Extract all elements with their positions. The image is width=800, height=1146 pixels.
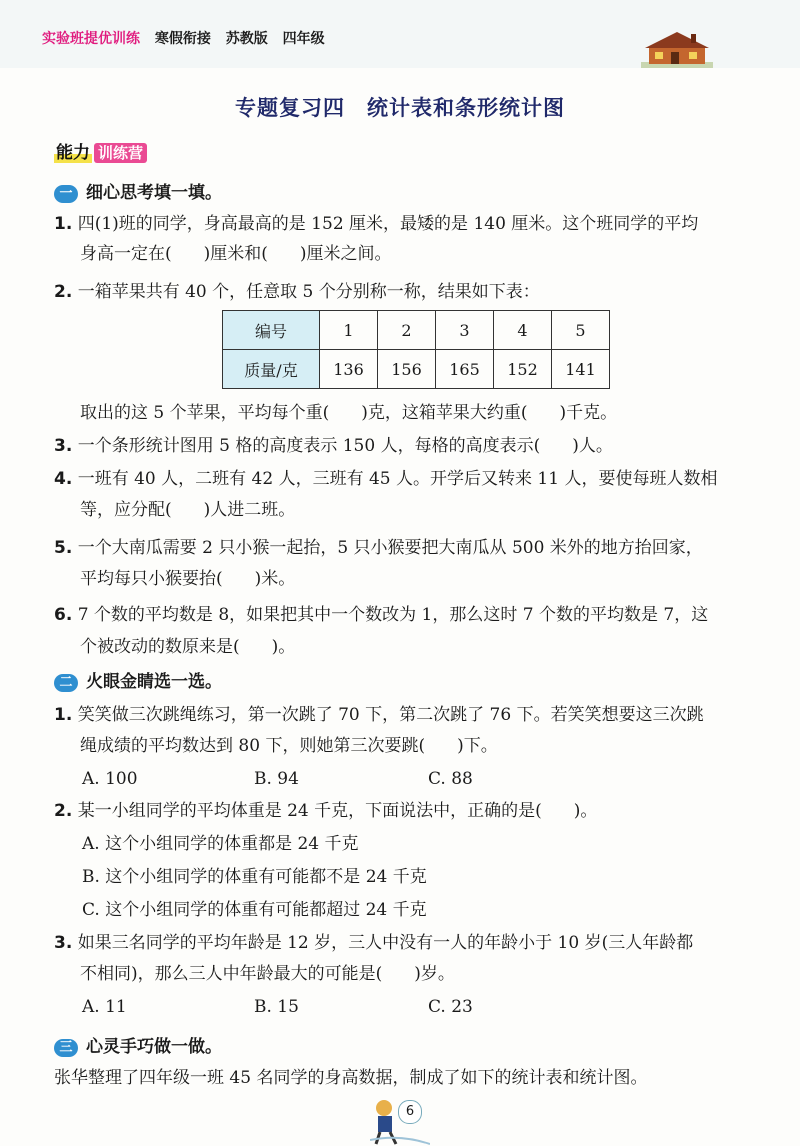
question-text: 一个大南瓜需要 2 只小猴一起抬，5 只小猴要把大南瓜从 500 米外的地方抬回家，: [77, 538, 703, 558]
brand-label: 实验班提优训练: [42, 31, 140, 47]
table-cell: 4: [494, 311, 552, 350]
banner-ability: 能力: [56, 143, 90, 163]
question-text: )千克。: [559, 403, 618, 423]
question-text: )下。: [457, 736, 498, 756]
page-number: 6: [398, 1100, 422, 1124]
fill-q2-line1: [54, 281, 540, 303]
table-cell: 3: [436, 311, 494, 350]
question-text: 笑笑做三次跳绳练习，第一次跳了 70 下，第二次跳了 76 下。若笑笑想要这三次跳: [77, 705, 704, 725]
question-number: 3.: [54, 933, 73, 953]
choice-option[interactable]: C. 23: [428, 997, 473, 1017]
choice-option[interactable]: A. 这个小组同学的体重都是 24 千克: [82, 834, 359, 854]
header-item-1: 寒假衔接: [154, 31, 211, 47]
fill-q6-line1: [54, 604, 708, 626]
question-text: 等，应分配(: [80, 500, 172, 520]
section-label: 细心思考填一填。: [86, 183, 222, 203]
section-label: 火眼金睛选一选。: [86, 672, 222, 692]
book-header: [42, 28, 325, 48]
choice-q3-line1: [54, 932, 693, 954]
banner-camp: 训练营: [94, 143, 147, 163]
choice-option[interactable]: A. 100: [82, 769, 138, 789]
section-heading-2: [54, 667, 222, 692]
question-number: 2.: [54, 801, 73, 821]
fill-q4-line1: [54, 468, 717, 490]
question-text: )岁。: [414, 964, 455, 984]
question-text: 绳成绩的平均数达到 80 下，则她第三次要跳(: [80, 736, 426, 756]
choice-option[interactable]: B. 15: [254, 997, 299, 1017]
choice-option[interactable]: C. 这个小组同学的体重有可能都超过 24 千克: [82, 900, 427, 920]
section-label: 心灵手巧做一做。: [86, 1037, 222, 1057]
question-text: )米。: [254, 569, 296, 589]
question-text: )人。: [572, 436, 613, 456]
question-text: 身高一定在(: [80, 244, 172, 264]
question-text: )。: [271, 637, 296, 657]
question-number: 1.: [54, 214, 73, 234]
table-cell: 1: [320, 311, 378, 350]
section-banner: [54, 138, 147, 163]
choice-q1-line1: [54, 704, 704, 726]
choice-option[interactable]: A. 11: [82, 997, 127, 1017]
header-item-3: 四年级: [282, 31, 325, 47]
fill-q5-line1: [54, 537, 703, 559]
task-intro: 张华整理了四年级一班 45 名同学的身高数据，制成了如下的统计表和统计图。: [54, 1068, 648, 1088]
question-text: 四(1)班的同学，身高最高的是 152 厘米，最矮的是 140 厘米。这个班同学的平均: [77, 214, 699, 234]
table-cell: 165: [436, 350, 494, 389]
section-badge: 三: [54, 1039, 78, 1057]
choice-q2: [54, 800, 597, 822]
table-cell: 136: [320, 350, 378, 389]
table-cell: 2: [378, 311, 436, 350]
question-text: 一个条形统计图用 5 格的高度表示 150 人，每格的高度表示(: [77, 436, 541, 456]
question-text: )克，这箱苹果大约重(: [361, 403, 528, 423]
question-text: )人进二班。: [203, 500, 296, 520]
question-number: 3.: [54, 436, 73, 456]
table-cell: 152: [494, 350, 552, 389]
choice-option[interactable]: B. 这个小组同学的体重有可能都不是 24 千克: [82, 867, 427, 887]
question-text: 7 个数的平均数是 8，如果把其中一个数改为 1，那么这时 7 个数的平均数是 7，这: [77, 605, 709, 625]
question-text: 某一小组同学的平均体重是 24 千克，下面说法中，正确的是(: [77, 801, 542, 821]
question-text: 一班有 40 人，二班有 42 人，三班有 45 人。开学后又转来 11 人，要使每班人数相: [77, 469, 718, 489]
table-cell: 质量/克: [223, 350, 320, 389]
question-number: 4.: [54, 469, 73, 489]
fill-q1-line1: [54, 213, 698, 235]
page-title: 专题复习四 统计表和条形统计图: [235, 96, 565, 120]
question-text: 个被改动的数原来是(: [80, 637, 240, 657]
question-text: )。: [573, 801, 598, 821]
apple-weight-table: [222, 310, 610, 389]
header-item-2: 苏教版: [225, 31, 268, 47]
fill-q1-line2: [80, 243, 392, 265]
table-cell: 编号: [223, 311, 320, 350]
question-text: 一箱苹果共有 40 个，任意取 5 个分别称一称，结果如下表：: [77, 282, 540, 302]
choice-q3-line2: [80, 963, 455, 985]
question-text: 不相同)，那么三人中年龄最大的可能是(: [80, 964, 383, 984]
fill-q2-line2: [80, 402, 617, 424]
section-badge: 一: [54, 185, 78, 203]
fill-q4-line2: [80, 499, 295, 521]
table-cell: 141: [552, 350, 610, 389]
section-badge: 二: [54, 674, 78, 692]
fill-q6-line2: [80, 636, 295, 658]
house-illustration: [641, 28, 713, 68]
question-text: 如果三名同学的平均年龄是 12 岁，三人中没有一人的年龄小于 10 岁(三人年龄都: [77, 933, 694, 953]
table-row: [223, 311, 610, 350]
question-number: 2.: [54, 282, 73, 302]
choice-option[interactable]: B. 94: [254, 769, 299, 789]
question-text: 平均每只小猴要抬(: [80, 569, 223, 589]
section-heading-1: [54, 178, 222, 203]
choice-q1-line2: [80, 735, 498, 757]
choice-option[interactable]: C. 88: [428, 769, 473, 789]
question-text: 取出的这 5 个苹果，平均每个重(: [80, 403, 330, 423]
table-cell: 156: [378, 350, 436, 389]
question-number: 1.: [54, 705, 73, 725]
fill-q3: [54, 435, 613, 457]
question-text: )厘米和(: [203, 244, 268, 264]
question-number: 6.: [54, 605, 73, 625]
question-number: 5.: [54, 538, 73, 558]
fill-q5-line2: [80, 568, 295, 590]
section-heading-3: [54, 1032, 222, 1057]
question-text: )厘米之间。: [299, 244, 392, 264]
table-cell: 5: [552, 311, 610, 350]
table-row: [223, 350, 610, 389]
